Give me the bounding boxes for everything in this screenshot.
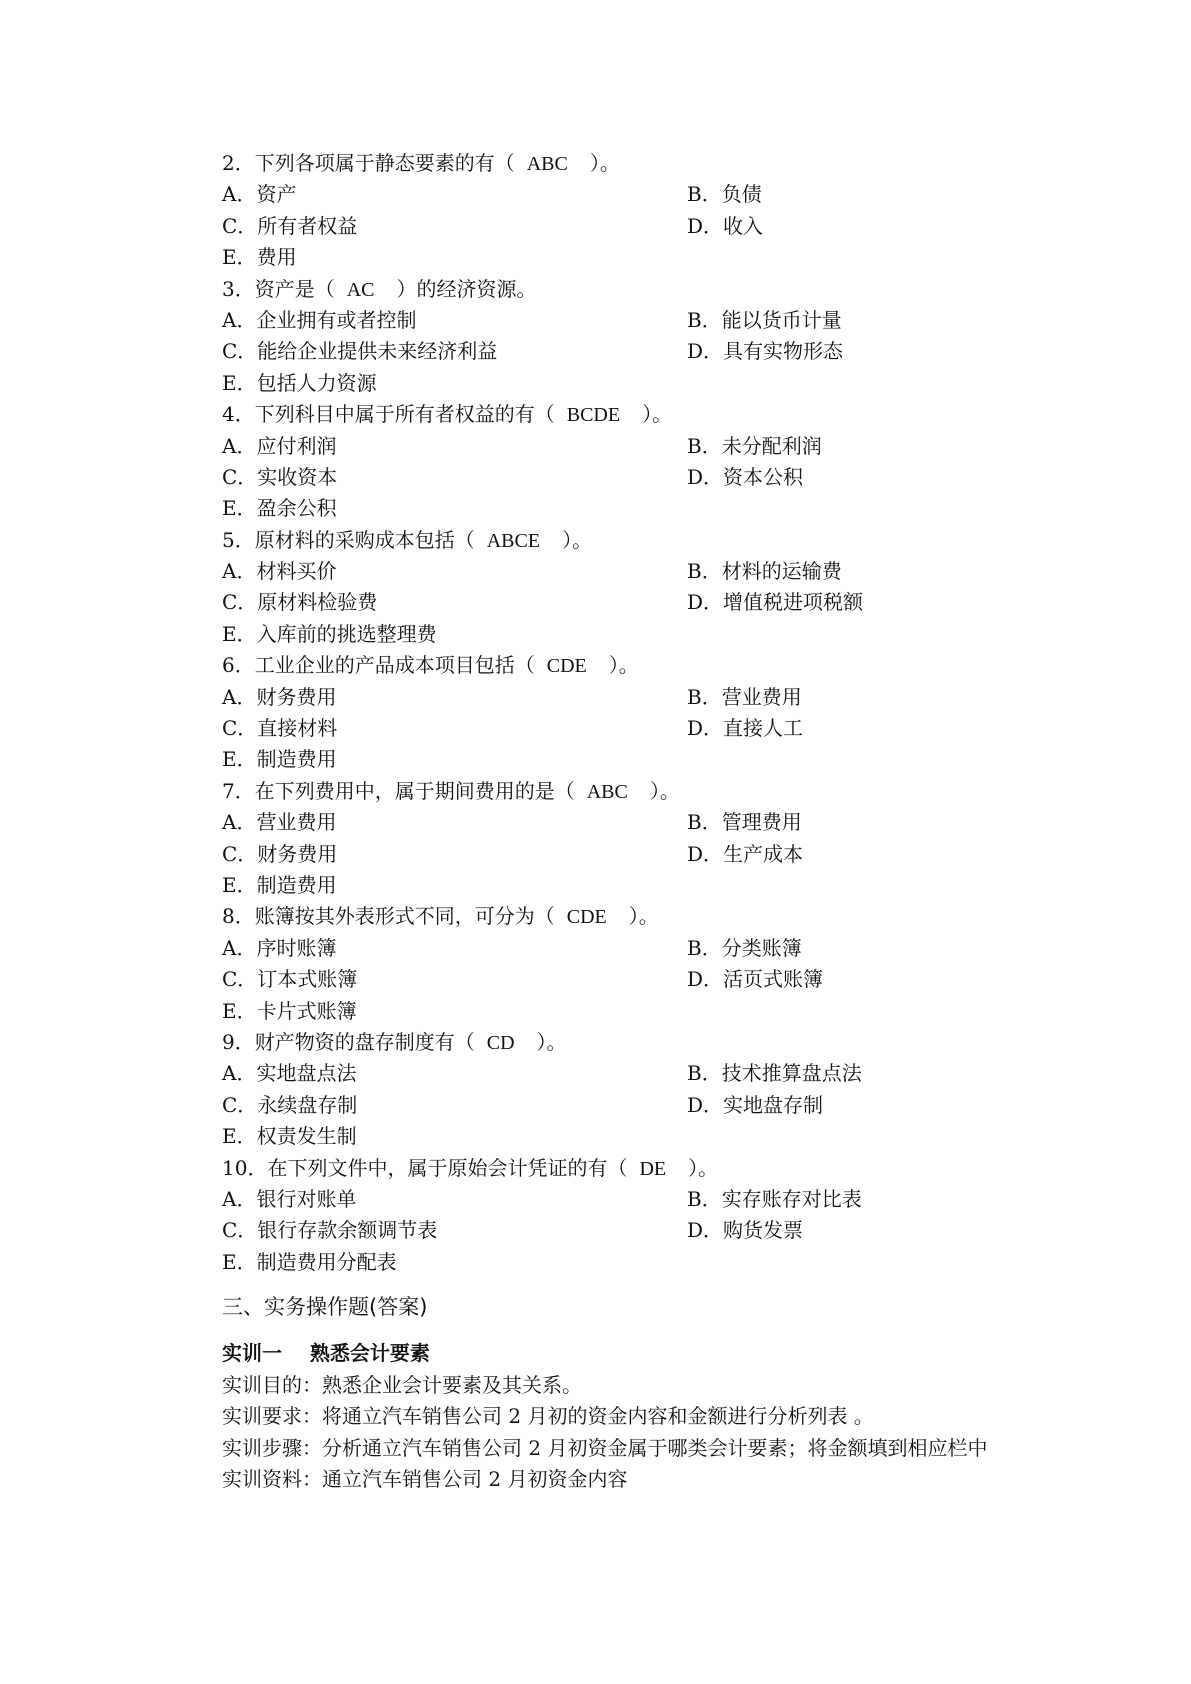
question-block [222, 525, 1122, 651]
question-block [222, 148, 1122, 274]
answer-option: C．财务费用 [222, 841, 338, 866]
question-text: 9．财产物资的盘存制度有（ [222, 1029, 475, 1054]
question-block [222, 399, 1122, 525]
option-row [222, 336, 1122, 367]
option-row [222, 744, 1122, 775]
option-row [222, 713, 1122, 744]
question-text-end: ）。 [628, 904, 659, 929]
question-text-end: ）。 [688, 1155, 719, 1180]
question-text-end: ）。 [536, 1029, 567, 1054]
answer-option: B．实存账存对比表 [687, 1186, 862, 1211]
answer-option: E．制造费用 [222, 747, 337, 772]
answer-option: D．收入 [687, 213, 764, 238]
question-stem [222, 650, 1122, 681]
answer-option: D．生产成本 [687, 841, 804, 866]
question-stem [222, 525, 1122, 556]
answer-option: C．直接材料 [222, 716, 338, 741]
question-block [222, 1027, 1122, 1153]
answer-option: D．资本公积 [687, 464, 804, 489]
question-answer: CDE [566, 906, 607, 929]
answer-option: A．序时账簿 [222, 935, 337, 960]
answer-option: E．卡片式账簿 [222, 998, 357, 1023]
question-answer: ABCE [486, 529, 541, 552]
option-row [222, 1184, 1122, 1215]
question-answer: CD [486, 1031, 515, 1054]
question-answer: BCDE [566, 404, 621, 427]
answer-option: D．实地盘存制 [687, 1092, 824, 1117]
question-text-end: ）的经济资源。 [396, 276, 537, 301]
answer-option: C．实收资本 [222, 464, 338, 489]
answer-option: A．企业拥有或者控制 [222, 307, 417, 332]
question-text-end: ）。 [589, 151, 620, 175]
answer-option: B．分类账簿 [687, 935, 802, 960]
question-block [222, 901, 1122, 1027]
question-answer: DE [639, 1157, 667, 1180]
option-row [222, 807, 1122, 838]
option-row [222, 964, 1122, 995]
option-row [222, 587, 1122, 618]
answer-option: B．未分配利润 [687, 433, 822, 458]
question-stem [222, 148, 1122, 179]
answer-option: E．盈余公积 [222, 496, 337, 521]
answer-option: E．入库前的挑选整理费 [222, 621, 437, 646]
answer-option: C．能给企业提供未来经济利益 [222, 339, 498, 364]
option-row [222, 1215, 1122, 1246]
answer-option: B．材料的运输费 [687, 559, 842, 584]
answer-option: B．营业费用 [687, 684, 802, 709]
question-text: 7．在下列费用中，属于期间费用的是（ [222, 778, 575, 803]
answer-option: E．制造费用分配表 [222, 1249, 397, 1274]
option-row [222, 839, 1122, 870]
question-text-end: ）。 [562, 527, 593, 552]
answer-option: D．直接人工 [687, 716, 804, 741]
answer-option: E．制造费用 [222, 872, 337, 897]
option-row [222, 619, 1122, 650]
question-block [222, 1153, 1122, 1279]
question-stem [222, 776, 1122, 807]
question-answer: CDE [546, 655, 587, 678]
option-row [222, 211, 1122, 242]
option-row [222, 493, 1122, 524]
question-text-end: ）。 [642, 402, 673, 427]
answer-option: E．包括人力资源 [222, 370, 377, 395]
question-block [222, 776, 1122, 902]
answer-option: C．永续盘存制 [222, 1092, 358, 1117]
answer-option: B．能以货币计量 [687, 307, 842, 332]
question-answer: ABC [526, 153, 568, 175]
training-title: 实训一 熟悉会计要素 [222, 1341, 430, 1366]
answer-option: D．增值税进项税额 [687, 590, 864, 615]
answer-option: C．所有者权益 [222, 213, 358, 238]
training-line: 实训步骤：分析通立汽车销售公司 2 月初资金属于哪类会计要素；将金额填到相应栏中 [222, 1435, 988, 1460]
answer-option: A．材料买价 [222, 559, 337, 584]
option-row [222, 870, 1122, 901]
question-text: 6．工业企业的产品成本项目包括（ [222, 653, 535, 678]
question-answer: AC [346, 278, 375, 301]
question-stem [222, 1027, 1122, 1058]
section-title: 三、实务操作题(答案) [222, 1295, 428, 1320]
answer-option: C．订本式账簿 [222, 967, 358, 992]
question-answer: ABC [586, 780, 628, 803]
answer-option: E．费用 [222, 245, 297, 270]
answer-option: A．财务费用 [222, 684, 337, 709]
option-row [222, 1090, 1122, 1121]
option-row [222, 1247, 1122, 1278]
option-row [222, 933, 1122, 964]
answer-option: B．管理费用 [687, 810, 802, 835]
training-line: 实训要求：将通立汽车销售公司 2 月初的资金内容和金额进行分析列表 。 [222, 1404, 874, 1429]
question-text: 4．下列科目中属于所有者权益的有（ [222, 402, 555, 427]
answer-option: A．实地盘点法 [222, 1061, 357, 1086]
option-row [222, 462, 1122, 493]
answer-option: A．应付利润 [222, 433, 337, 458]
option-row [222, 368, 1122, 399]
question-block [222, 650, 1122, 776]
answer-option: C．原材料检验费 [222, 590, 378, 615]
option-row [222, 556, 1122, 587]
question-stem [222, 399, 1122, 430]
question-stem [222, 274, 1122, 305]
option-row [222, 242, 1122, 273]
question-text: 10．在下列文件中，属于原始会计凭证的有（ [222, 1155, 628, 1180]
answer-option: B．负债 [687, 182, 762, 207]
option-row [222, 305, 1122, 336]
answer-option: D．购货发票 [687, 1218, 804, 1243]
answer-option: D．具有实物形态 [687, 339, 844, 364]
document-content [222, 148, 1122, 1496]
answer-option: E．权责发生制 [222, 1124, 357, 1149]
option-row [222, 179, 1122, 210]
answer-option: A．资产 [222, 182, 297, 207]
option-row [222, 996, 1122, 1027]
answer-option: B．技术推算盘点法 [687, 1061, 862, 1086]
question-text: 3．资产是（ [222, 276, 335, 301]
answer-option: A．银行对账单 [222, 1186, 357, 1211]
question-stem [222, 1153, 1122, 1184]
question-text: 5．原材料的采购成本包括（ [222, 527, 475, 552]
question-block [222, 274, 1122, 400]
question-text: 2．下列各项属于静态要素的有（ [222, 151, 515, 175]
training-line: 实训资料：通立汽车销售公司 2 月初资金内容 [222, 1467, 628, 1492]
question-stem [222, 901, 1122, 932]
question-text: 8．账簿按其外表形式不同，可分为（ [222, 904, 555, 929]
question-text-end: ）。 [608, 653, 639, 678]
option-row [222, 431, 1122, 462]
answer-option: D．活页式账簿 [687, 967, 824, 992]
training-line: 实训目的：熟悉企业会计要素及其关系。 [222, 1373, 582, 1398]
option-row [222, 1058, 1122, 1089]
option-row [222, 1121, 1122, 1152]
option-row [222, 682, 1122, 713]
question-text-end: ）。 [649, 778, 680, 803]
answer-option: C．银行存款余额调节表 [222, 1218, 438, 1243]
answer-option: A．营业费用 [222, 810, 337, 835]
